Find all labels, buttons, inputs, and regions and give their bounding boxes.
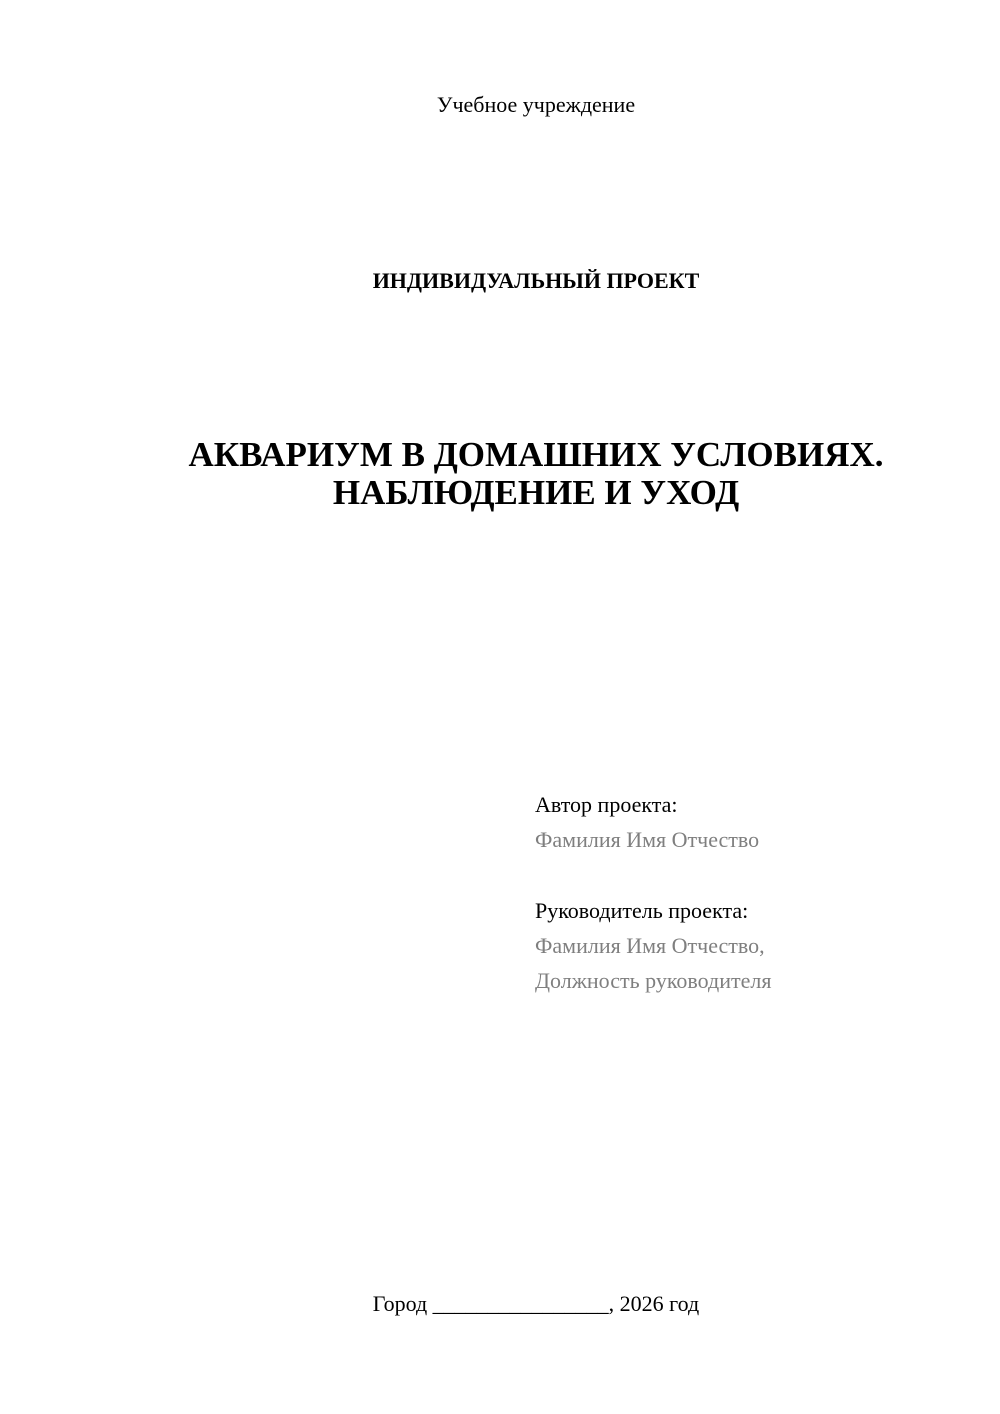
project-title-line-1: АКВАРИУМ В ДОМАШНИХ УСЛОВИЯХ. bbox=[188, 435, 884, 474]
city-year-line: Город ________________, 2026 год bbox=[372, 1291, 700, 1316]
supervisor-position: Должность руководителя bbox=[535, 968, 772, 993]
author-label: Автор проекта: bbox=[535, 792, 678, 817]
credits-block bbox=[535, 787, 975, 998]
institution-name: Учебное учреждение bbox=[436, 92, 636, 117]
supervisor-name: Фамилия Имя Отчество, bbox=[535, 933, 765, 958]
author-name: Фамилия Имя Отчество bbox=[535, 827, 760, 852]
supervisor-label: Руководитель проекта: bbox=[535, 898, 749, 923]
credits-spacer bbox=[535, 857, 975, 893]
project-title bbox=[0, 436, 1000, 512]
project-title-line-2: НАБЛЮДЕНИЕ И УХОД bbox=[332, 473, 740, 512]
document-type: ИНДИВИДУАЛЬНЫЙ ПРОЕКТ bbox=[372, 268, 700, 293]
